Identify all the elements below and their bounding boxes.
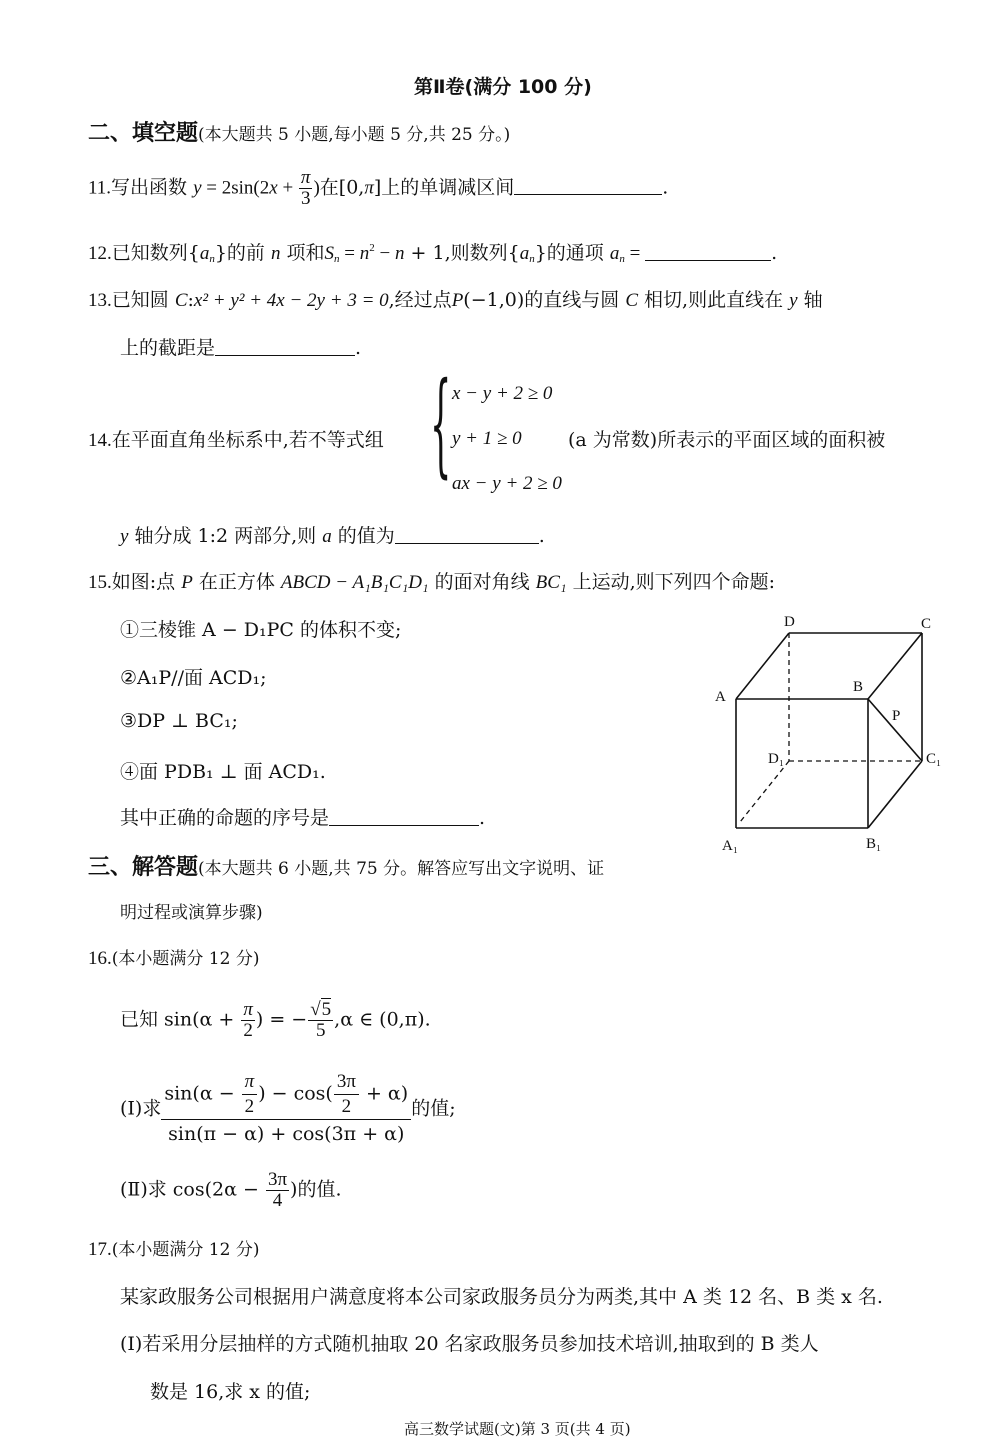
q12-sub: n xyxy=(619,253,625,265)
q12-text: }的通项 xyxy=(534,242,604,264)
q16-part1-end: 的值; xyxy=(411,1097,456,1120)
answer-blank-15[interactable] xyxy=(329,824,479,826)
question-13 xyxy=(88,285,823,312)
q15-cube: ABCD − A₁B₁C₁D₁ xyxy=(280,572,429,593)
q13-text: 已知圆 xyxy=(111,289,169,311)
prop-mark: ③ xyxy=(120,710,138,732)
q13-text: 轴 xyxy=(803,289,823,311)
frac-num: π xyxy=(300,167,311,188)
edge-D1A1-hidden xyxy=(740,761,789,822)
q13-text: 相切,则此直线在 xyxy=(644,289,784,311)
q13-P: P xyxy=(451,290,464,311)
section-2-note: (本大题共 5 小题,每小题 5 分,共 25 分。) xyxy=(198,125,511,145)
q13-end: . xyxy=(355,337,362,359)
q14-y: y xyxy=(120,526,129,547)
frac xyxy=(242,1072,258,1117)
q15-prop-2 xyxy=(120,663,267,690)
q13-text: ,经过点 xyxy=(388,289,452,311)
q16-part-1 xyxy=(120,1072,456,1147)
q16-given xyxy=(120,1000,431,1041)
q15-text: 如图:点 xyxy=(111,571,176,593)
q16-part1-label: (Ⅰ)求 xyxy=(120,1097,162,1120)
question-14 xyxy=(88,425,384,452)
question-number: 14. xyxy=(88,430,112,451)
frac xyxy=(266,1170,289,1211)
q12-text: }的前 xyxy=(214,242,265,264)
sqrt-radicand: 5 xyxy=(321,999,332,1020)
frac-den: 3 xyxy=(300,187,311,209)
q14-a: a xyxy=(322,526,332,547)
q12-sub: n xyxy=(529,253,535,265)
q12-text: 项和 xyxy=(286,242,325,264)
frac xyxy=(334,1072,359,1117)
q13-text: (−1,0)的直线与圆 xyxy=(463,289,620,311)
q15-prop-3 xyxy=(120,710,238,732)
q12-S: S xyxy=(324,243,335,264)
label-P: P xyxy=(892,708,901,724)
q12-text: 已知数列{ xyxy=(111,242,200,264)
page-title: 第Ⅱ卷(满分 100 分) xyxy=(414,76,592,98)
q11-fraction xyxy=(299,168,313,209)
q15-ask xyxy=(120,803,485,830)
question-17-header xyxy=(88,1235,259,1261)
q16-given-text: 已知 sin(α + xyxy=(120,1008,241,1031)
q12-sub: n xyxy=(334,253,340,265)
prop-text: 三棱锥 A − D₁PC 的体积不变; xyxy=(139,619,402,641)
q15-diagonal: BC₁ xyxy=(535,572,567,593)
frac-den: 4 xyxy=(272,1189,283,1211)
label-D: D xyxy=(784,614,795,630)
prop-mark: ② xyxy=(120,667,138,689)
q13-colon: : xyxy=(187,289,194,311)
q14-ineq-3: ax − y + 2 ≥ 0 xyxy=(452,473,562,494)
frac-num: 3π xyxy=(267,1169,288,1190)
section-3-note: (本大题共 6 小题,共 75 分。解答应写出文字说明、证 xyxy=(198,859,605,879)
label-B: B xyxy=(853,679,864,695)
q11-plus: + xyxy=(277,177,298,199)
section-2-label: 二、填空题 xyxy=(88,121,199,146)
q12-a: a xyxy=(609,243,620,264)
q17-part-1-cont: 数是 16,求 x 的值; xyxy=(150,1381,311,1403)
q15-text: 在正方体 xyxy=(198,571,275,593)
question-14-line2 xyxy=(120,521,545,548)
q11-func: = 2sin(2 xyxy=(201,177,270,199)
section-3-label: 三、解答题 xyxy=(88,855,199,880)
q12-minus: − xyxy=(374,243,395,264)
frac-den: 5 xyxy=(315,1019,326,1041)
q12-eq: = xyxy=(624,243,646,264)
q11-var-x: x xyxy=(269,177,278,199)
prop-mark: ① xyxy=(120,619,140,641)
q14-brace: { xyxy=(430,359,452,489)
q12-a: a xyxy=(519,243,530,264)
label-D1: D₁ xyxy=(768,751,785,767)
q16-given-text: ) = − xyxy=(255,1008,308,1031)
num-text: ) − cos( xyxy=(258,1082,333,1105)
question-number: 12. xyxy=(88,243,112,264)
q14-ineq-2: y + 1 ≥ 0 xyxy=(452,428,522,449)
q12-end: . xyxy=(771,242,778,264)
num-text: + α) xyxy=(359,1082,409,1105)
label-C1: C₁ xyxy=(926,751,942,767)
question-number: 16. xyxy=(88,948,112,969)
q13-equation: x² + y² + 4x − 2y + 3 = 0 xyxy=(193,290,389,311)
fraction-numerator xyxy=(161,1072,411,1120)
frac-num: π xyxy=(243,999,253,1020)
edge-B1C1 xyxy=(868,761,922,828)
question-16-header xyxy=(88,944,259,970)
q16-part2-end: )的值. xyxy=(290,1178,342,1201)
q16-sqrt5-frac xyxy=(308,1000,333,1041)
question-number: 13. xyxy=(88,290,112,311)
q11-end: . xyxy=(662,176,669,199)
frac-den: 2 xyxy=(244,1095,255,1117)
section-2-heading xyxy=(88,116,510,147)
section-3-note-2: 明过程或演算步骤) xyxy=(120,903,263,923)
q16-given-text: ,α ∈ (0,π). xyxy=(334,1008,431,1031)
question-number: 15. xyxy=(88,572,112,593)
q15-text: 的面对角线 xyxy=(434,571,530,593)
q13-C: C xyxy=(174,290,188,311)
q12-n: n xyxy=(359,243,370,264)
q16-given-frac xyxy=(241,1000,255,1041)
q16-score: (本小题满分 12 分) xyxy=(111,949,260,969)
edge-AD xyxy=(736,633,789,699)
q13-C: C xyxy=(625,290,638,311)
q15-prop-4 xyxy=(120,757,326,784)
q14-text: 在平面直角坐标系中,若不等式组 xyxy=(111,429,384,451)
q17-part-1: (Ⅰ)若采用分层抽样的方式随机抽取 20 名家政服务员参加技术培训,抽取到的 B 类人 xyxy=(120,1333,819,1355)
q12-text: + 1,则数列{ xyxy=(404,242,520,264)
prop-text: DP ⊥ BC₁; xyxy=(137,710,238,732)
frac-num: √5 xyxy=(310,999,332,1020)
frac-num: π xyxy=(242,1072,258,1095)
edge-BC xyxy=(868,633,922,699)
q16-part2-label: (Ⅱ)求 cos(2α − xyxy=(120,1178,265,1201)
question-number: 11. xyxy=(88,177,112,199)
label-B1: B₁ xyxy=(866,836,882,852)
section-3-heading xyxy=(88,850,604,881)
q11-pi: π xyxy=(364,177,374,199)
label-A1: A₁ xyxy=(722,838,739,854)
q11-mid: 在[0, xyxy=(319,176,365,199)
q16-part-2 xyxy=(120,1170,342,1211)
frac-num: 3π xyxy=(334,1072,359,1095)
question-15 xyxy=(88,567,775,594)
q15-ask-text: 其中正确的命题的序号是 xyxy=(120,807,330,829)
q14-ineq-1: x − y + 2 ≥ 0 xyxy=(452,383,553,404)
q12-a: a xyxy=(199,243,210,264)
q17-stem: 某家政服务公司根据用户满意度将本公司家政服务员分为两类,其中 A 类 12 名、B 类 x 名. xyxy=(120,1286,883,1308)
prop-mark: ④ xyxy=(120,761,140,783)
q14-note: (a 为常数)所表示的平面区域的面积被 xyxy=(568,429,886,451)
prop-text: 面 PDB₁ ⊥ 面 ACD₁. xyxy=(139,761,326,783)
q15-prop-1 xyxy=(120,615,401,642)
answer-blank-12[interactable] xyxy=(645,259,771,261)
q17-score: (本小题满分 12 分) xyxy=(111,1240,260,1260)
q14-text: 轴分成 1:2 两部分,则 xyxy=(134,525,317,547)
question-12 xyxy=(88,238,777,265)
q14-end: . xyxy=(538,525,545,547)
q15-P: P xyxy=(181,572,193,593)
label-C: C xyxy=(921,616,932,632)
fraction-denominator: sin(π − α) + cos(3π + α) xyxy=(168,1122,405,1145)
question-11 xyxy=(88,168,668,209)
q11-var: y xyxy=(193,177,202,199)
q15-text: 上运动,则下列四个命题: xyxy=(572,571,776,593)
q11-close: ) xyxy=(313,177,320,199)
answer-blank-13[interactable] xyxy=(215,354,355,356)
q13-text: 上的截距是 xyxy=(120,337,216,359)
q13-y: y xyxy=(789,290,798,311)
frac-den: 2 xyxy=(341,1095,352,1117)
q11-text: 写出函数 xyxy=(111,176,188,199)
num-text: sin(α − xyxy=(164,1082,241,1105)
q12-sub: n xyxy=(209,253,215,265)
prop-text: A₁P//面 ACD₁; xyxy=(137,667,267,689)
frac-den: 2 xyxy=(243,1019,253,1041)
cube-figure xyxy=(700,600,970,860)
q12-n: n xyxy=(270,243,281,264)
label-A: A xyxy=(715,689,726,705)
page-footer: 高三数学试题(文)第 3 页(共 4 页) xyxy=(404,1420,631,1438)
q12-n: n xyxy=(394,243,405,264)
q15-end: . xyxy=(479,807,486,829)
answer-blank-11[interactable] xyxy=(514,193,662,195)
answer-blank-14[interactable] xyxy=(395,542,539,544)
question-number: 17. xyxy=(88,1239,112,1260)
q11-post: ]上的单调减区间 xyxy=(373,176,515,199)
question-13-line2 xyxy=(120,333,361,360)
q12-eq: = xyxy=(339,243,360,264)
q16-part1-fraction xyxy=(161,1072,411,1147)
q14-text: 的值为 xyxy=(337,525,395,547)
q12-exp: 2 xyxy=(369,242,375,254)
